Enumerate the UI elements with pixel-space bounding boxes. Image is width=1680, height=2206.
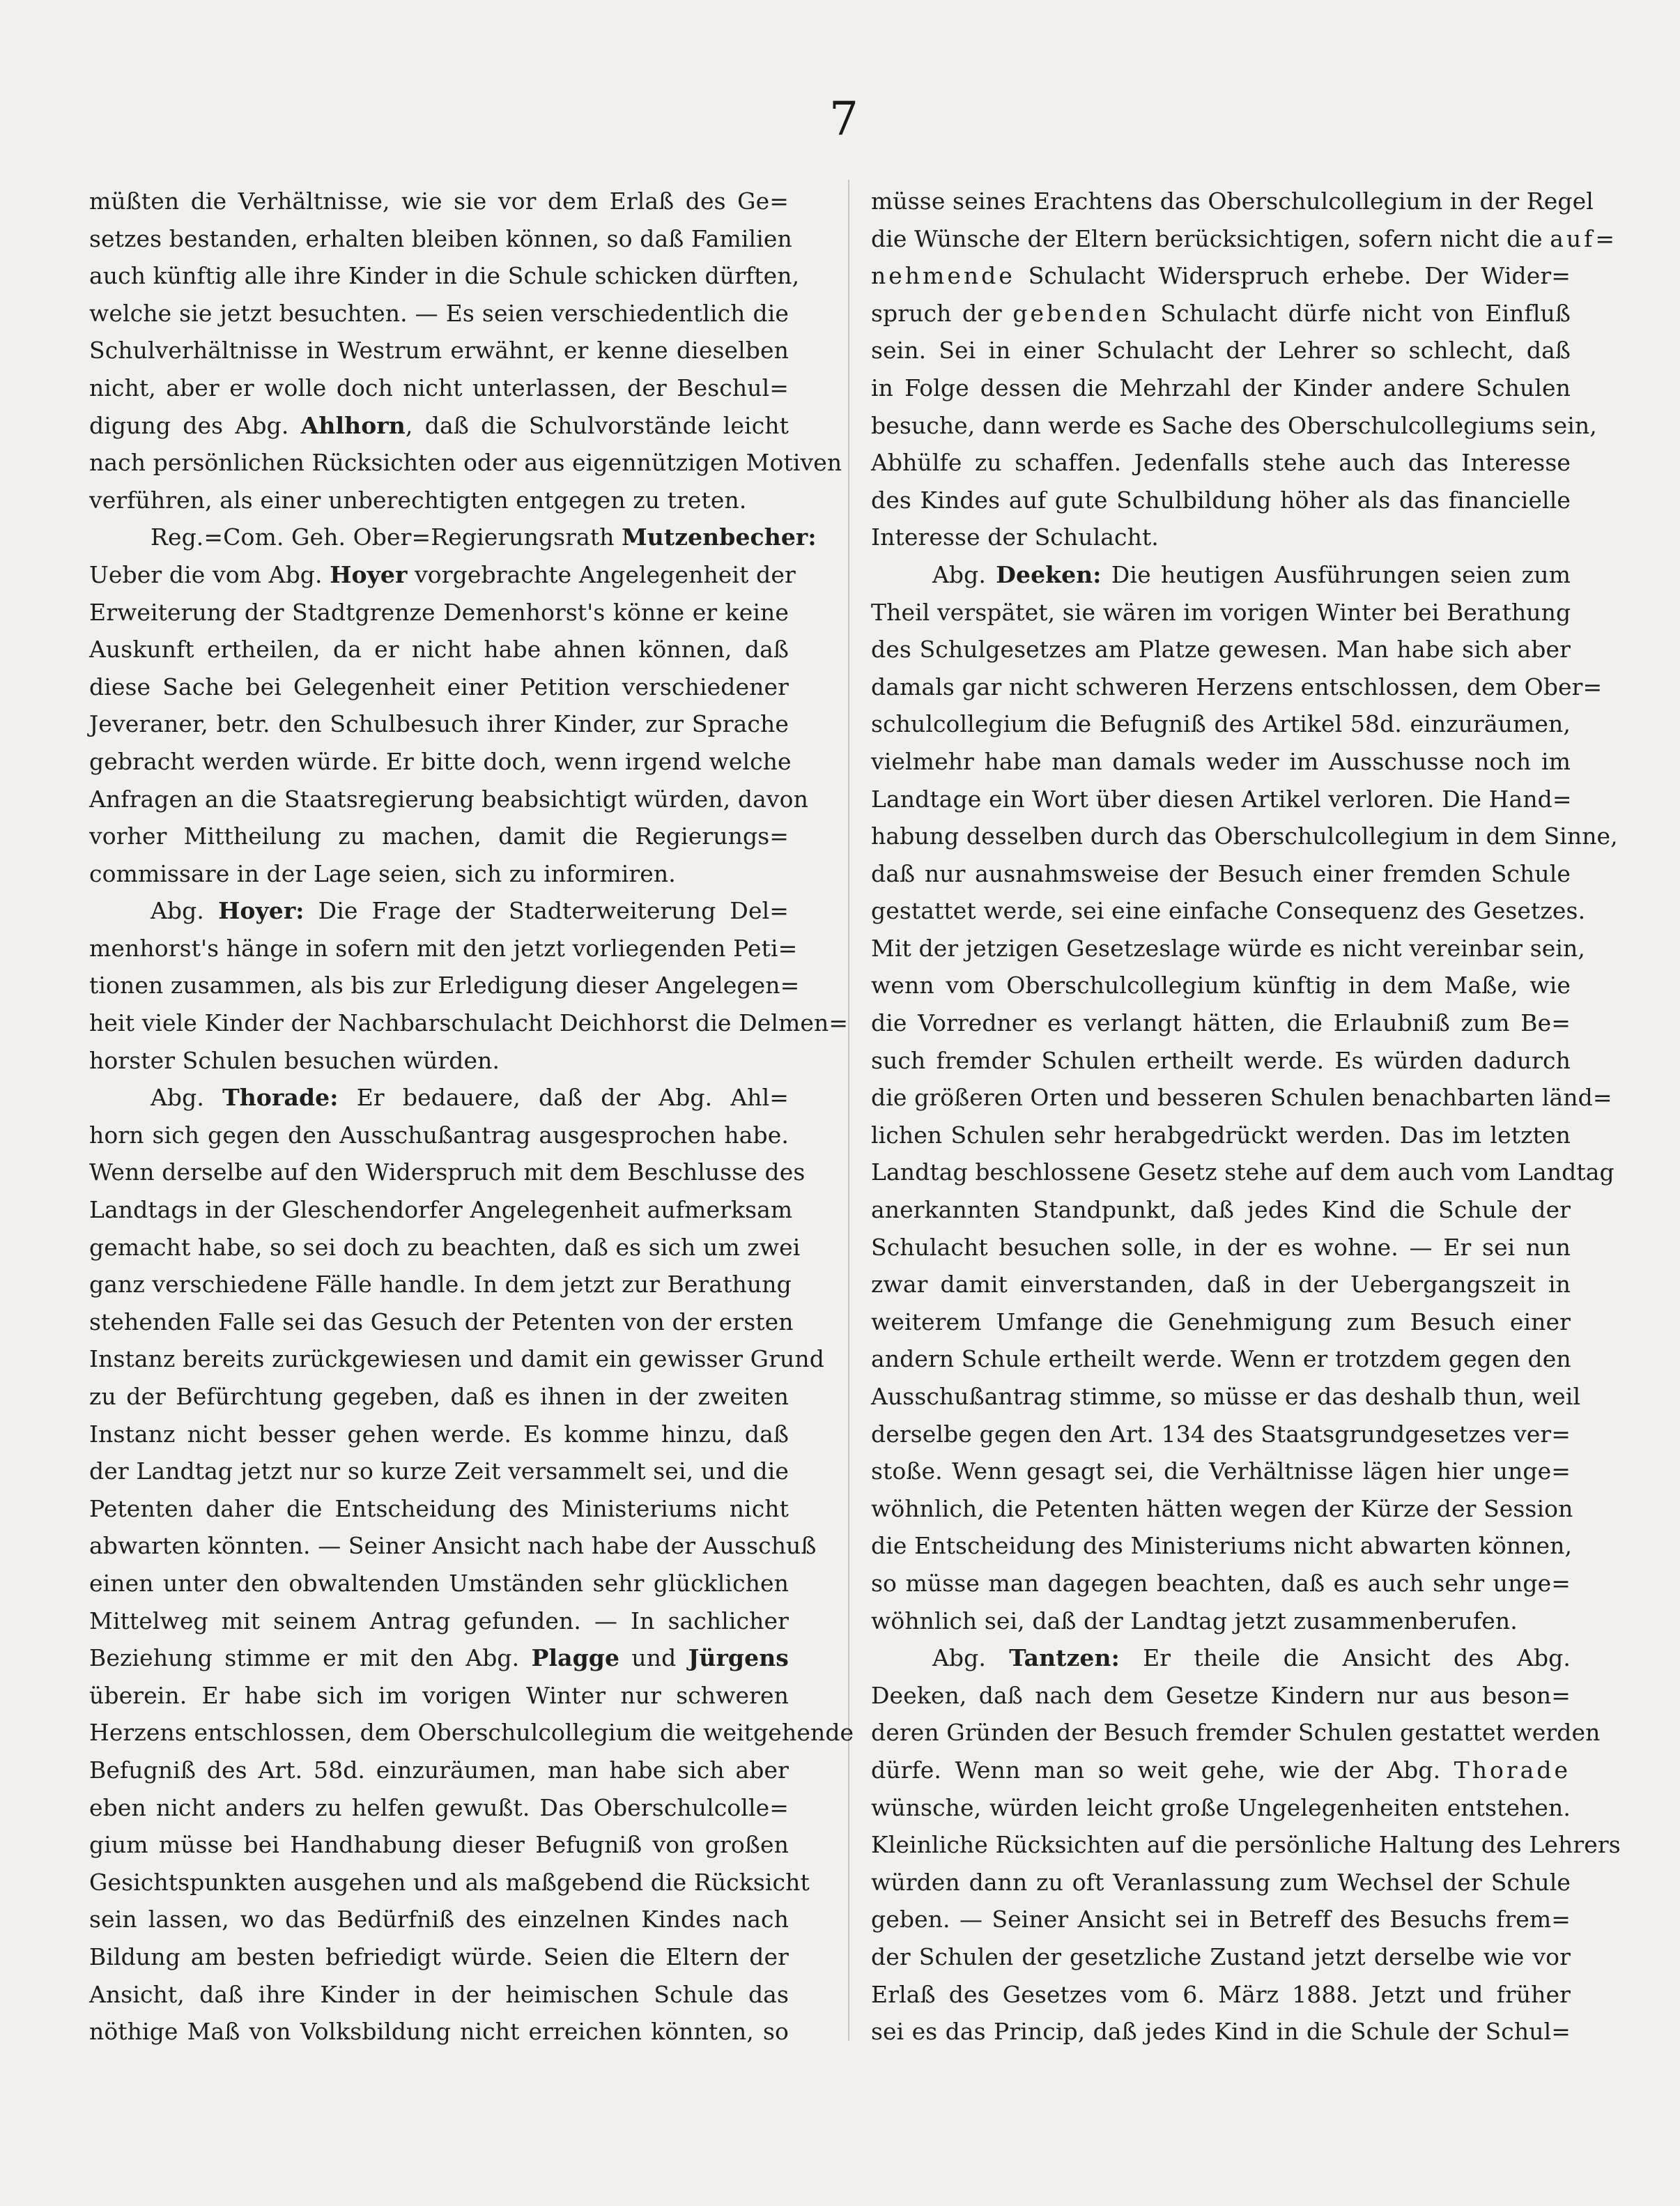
text-line [871,332,1571,369]
text-segment: sein. Sei in einer Schulacht der Lehrer so schlecht, daß [871,337,1571,365]
emphasized-text: auf= [1550,224,1617,252]
text-segment: Deeken, daß nach dem Gesetze Kindern nur aus beson= [871,1681,1571,1709]
text-segment: die Vorredner es verlangt hätten, die Erlaubniß zum Be= [871,1009,1571,1037]
text-segment: such fremder Schulen ertheilt werde. Es würden dadurch [871,1046,1571,1074]
text-line [871,668,1603,706]
text-segment: deren Gründen der Besuch fremder Schulen gestattet werden [871,1719,1601,1747]
text-segment: Petenten daher die Entscheidung des Ministeriums nicht [89,1494,789,1522]
text-line [871,1378,1581,1416]
text-segment: schulcollegium die Befugniß des Artikel 58d. einzuräumen, [871,710,1571,738]
text-segment: horster Schulen besuchen würden. [89,1046,500,1074]
text-line [89,332,789,369]
text-line [871,407,1597,445]
text-line [871,1938,1571,1976]
text-segment: Wenn derselbe auf den Widerspruch mit dem Beschlusse des [89,1158,806,1186]
text-segment: stoße. Wenn gesagt sei, die Verhältnisse lägen hier unge= [871,1457,1571,1485]
text-segment: vorgebrachte Angelegenheit der [407,560,796,588]
text-line [89,1677,789,1715]
text-segment: Erlaß des Gesetzes vom 6. März 1888. Jetzt und früher [871,1980,1571,2008]
text-line [871,1527,1571,1565]
text-line [89,781,808,818]
text-segment: der Schulen der gesetzliche Zustand jetzt derselbe wie vor [871,1943,1571,1970]
text-line [871,257,1571,295]
text-line [871,1079,1612,1117]
text-segment: Gesichtspunkten ausgehen und als maßgebend die Rücksicht [89,1868,810,1896]
text-segment: vorher Mittheilung zu machen, damit die Regierungs= [89,822,789,850]
text-segment: abwarten könnten. — Seiner Ansicht nach habe der Ausschuß [89,1532,817,1560]
text-line [89,1079,789,1117]
text-segment: setzes bestanden, erhalten bleiben können, so daß Familien [89,224,792,252]
text-segment: Landtag beschlossene Gesetz stehe auf dem auch vom Landtag [871,1158,1615,1186]
text-segment: zwar damit einverstanden, daß in der Uebergangszeit in [871,1271,1571,1299]
text-line [89,818,789,855]
text-segment: diese Sache bei Gelegenheit einer Petition verschiedener [89,673,789,700]
text-line [89,1229,801,1266]
text-line [871,743,1571,781]
text-segment: in Folge dessen die Mehrzahl der Kinder andere Schulen [871,374,1571,401]
text-segment: des Kindes auf gute Schulbildung höher als das financielle [871,486,1571,514]
text-line [89,257,800,295]
text-segment: Jeveraner, betr. den Schulbesuch ihrer Kinder, zur Sprache [89,710,789,738]
text-segment: überein. Er habe sich im vorigen Winter nur schweren [89,1681,789,1709]
text-line [871,892,1586,930]
text-line [871,1042,1571,1080]
text-segment: die größeren Orten und besseren Schulen benachbarten länd= [871,1084,1612,1112]
text-segment: nicht, aber er wolle doch nicht unterlassen, der Beschul= [89,374,789,401]
text-segment: Er bedauere, daß der Abg. Ahl= [338,1084,789,1112]
text-segment: zu der Befürchtung gegeben, daß es ihnen in der zweiten [89,1383,789,1410]
text-segment: stehenden Falle sei das Gesuch der Petenten von der ersten [89,1308,794,1335]
text-segment: des Schulgesetzes am Platze gewesen. Man habe sich aber [871,636,1571,664]
text-segment: Abg. [151,1084,223,1112]
text-segment: wöhnlich sei, daß der Landtag jetzt zusammenberufen. [871,1607,1518,1634]
text-line [89,1639,789,1677]
text-segment: wenn vom Oberschulcollegium künftig in dem Maße, wie [871,972,1571,999]
text-line [89,183,789,220]
text-segment: der Landtag jetzt nur so kurze Zeit versammelt sei, und die [89,1457,789,1485]
text-segment: Interesse der Schulacht. [871,523,1159,551]
text-line [871,1789,1571,1827]
text-segment: , daß die Schulvorstände leicht [405,411,789,439]
text-segment: wünsche, würden leicht große Ungelegenheiten entstehen. [871,1793,1571,1821]
text-segment: Mit der jetzigen Gesetzeslage würde es nicht vereinbar sein, [871,934,1585,962]
text-line [89,1340,824,1378]
text-line [871,1752,1571,1789]
speaker-name: Hoyer [330,560,408,588]
text-line [89,1789,789,1827]
text-line [89,220,792,258]
text-segment: Er theile die Ansicht des Abg. [1119,1644,1571,1672]
text-line [89,1154,806,1191]
text-segment: Anfragen an die Staatsregierung beabsichtigt würden, davon [89,785,808,813]
text-line [89,1976,789,2014]
text-line [89,1416,789,1453]
text-line [89,967,800,1004]
text-line [871,1677,1571,1715]
text-line [89,1527,817,1565]
text-segment: Ausschußantrag stimme, so müsse er das deshalb thun, weil [871,1383,1581,1410]
text-segment: Schulverhältnisse in Westrum erwähnt, er kenne dieselben [89,337,789,365]
text-line [871,1340,1571,1378]
text-segment: welche sie jetzt besuchten. — Es seien verschiedentlich die [89,299,789,327]
text-segment: Landtags in der Gleschendorfer Angelegenheit aufmerksam [89,1196,793,1224]
text-line [871,369,1571,407]
text-line [871,556,1571,594]
text-segment: Die Frage der Stadterweiterung Del= [304,897,789,925]
text-segment: commissare in der Lage seien, sich zu informiren. [89,859,676,887]
text-line [871,1191,1571,1229]
text-line [871,2013,1571,2051]
text-segment: gestattet werde, sei eine einfache Consequenz des Gesetzes. [871,897,1586,925]
speaker-name: Thorade: [222,1084,339,1112]
text-line [89,1602,789,1640]
text-segment: eben nicht anders zu helfen gewußt. Das Oberschulcolle= [89,1793,789,1821]
text-segment: Instanz bereits zurückgewiesen und damit ein gewisser Grund [89,1345,824,1373]
text-line [871,1416,1571,1453]
text-segment: andern Schule ertheilt werde. Wenn er trotzdem gegen den [871,1345,1571,1373]
text-segment: Abg. [151,897,219,925]
text-segment: die Wünsche der Eltern berücksichtigen, sofern nicht die [871,224,1550,252]
text-segment: wöhnlich, die Petenten hätten wegen der Kürze der Session [871,1494,1573,1522]
text-line [89,631,789,668]
speaker-name: Hoyer: [218,897,305,925]
text-line [871,519,1571,556]
text-segment: damals gar nicht schweren Herzens entschlossen, dem Ober= [871,673,1603,700]
text-segment: gemacht habe, so sei doch zu beachten, daß es sich um zwei [89,1233,801,1261]
emphasized-text: nehmende [871,262,1015,290]
text-segment: menhorst's hänge in sofern mit den jetzt vorliegenden Peti= [89,934,798,962]
text-segment: Schulacht besuchen solle, in der es wohne. — Er sei nun [871,1233,1571,1261]
text-segment: Auskunft ertheilen, da er nicht habe ahnen können, daß [89,636,789,664]
text-segment: sei es das Princip, daß jedes Kind in die Schule der Schul= [871,2018,1571,2046]
text-line [89,1864,810,1901]
text-line [871,1303,1571,1341]
speaker-name: Deeken: [996,560,1102,588]
text-line [89,1266,792,1303]
text-line [89,1565,789,1602]
text-line [871,482,1571,519]
text-segment: habung desselben durch das Oberschulcollegium in dem Sinne, [871,822,1618,850]
left-column [89,183,854,2051]
text-segment: Ansicht, daß ihre Kinder in der heimischen Schule das [89,1980,789,2008]
text-segment: müßten die Verhältnisse, wie sie vor dem Erlaß des Ge= [89,187,789,215]
text-segment: Abg. [932,1644,1010,1672]
text-segment: sein lassen, wo das Bedürfniß des einzelnen Kindes nach [89,1906,789,1933]
text-line [871,1864,1571,1901]
text-line [871,1901,1571,1938]
page-number: 7 [829,92,858,146]
text-line [89,556,796,594]
text-segment: Ueber die vom Abg. [89,560,330,588]
text-line [871,183,1594,220]
text-line [89,594,789,631]
text-segment: ganz verschiedene Fälle handle. In dem jetzt zur Berathung [89,1271,792,1299]
speaker-name: Tantzen: [1009,1644,1120,1672]
text-line [871,1117,1571,1154]
text-segment: Kleinliche Rücksichten auf die persönliche Haltung des Lehrers [871,1831,1621,1859]
text-line [871,220,1617,258]
text-line [871,1976,1571,2014]
text-line [89,1826,789,1864]
text-line [871,1565,1571,1602]
text-line [89,1117,789,1154]
text-segment: heit viele Kinder der Nachbarschulacht Deichhorst die Delmen= [89,1009,849,1037]
text-segment: Abg. [932,560,996,588]
text-segment: Reg.=Com. Geh. Ober=Regierungsrath [151,523,622,551]
text-segment: derselbe gegen den Art. 134 des Staatsgrundgesetzes ver= [871,1420,1571,1448]
text-segment: müsse seines Erachtens das Oberschulcollegium in der Regel [871,187,1594,215]
text-line [871,295,1571,332]
text-line [871,444,1571,482]
text-line [89,892,789,930]
text-segment: Beziehung stimme er mit den Abg. [89,1644,532,1672]
text-segment: gium müsse bei Handhabung dieser Befugniß von großen [89,1831,789,1859]
text-segment: gebracht werden würde. Er bitte doch, wenn irgend welche [89,747,792,775]
text-segment: so müsse man dagegen beachten, daß es auch sehr unge= [871,1569,1571,1597]
text-line [871,855,1571,893]
text-line [89,444,842,482]
text-segment: Theil verspätet, sie wären im vorigen Winter bei Berathung [871,598,1571,626]
text-segment: besuche, dann werde es Sache des Oberschulcollegiums sein, [871,411,1597,439]
text-segment: spruch der [871,299,1013,327]
right-column [871,183,1621,2051]
text-line [89,1453,789,1490]
text-segment: auch künftig alle ihre Kinder in die Schule schicken dürften, [89,262,800,290]
text-line [89,930,798,967]
text-segment: Bildung am besten befriedigt würde. Seien die Eltern der [89,1943,789,1970]
text-segment: nach persönlichen Rücksichten oder aus eigennützigen Motiven [89,449,842,477]
text-line [89,743,792,781]
text-line [89,705,789,743]
text-line [89,668,789,706]
text-line [89,407,789,445]
text-segment: Schulacht dürfe nicht von Einfluß [1149,299,1571,327]
text-segment: digung des Abg. [89,411,301,439]
text-line [871,705,1571,743]
text-segment: lichen Schulen sehr herabgedrückt werden. Das im letzten [871,1121,1571,1149]
text-segment: Herzens entschlossen, dem Oberschulcollegium die weitgehende [89,1719,854,1747]
text-segment: Die heutigen Ausführungen seien zum [1101,560,1571,588]
text-line [89,2013,789,2051]
text-line [871,1229,1571,1266]
text-segment: und [619,1644,688,1672]
text-segment: Befugniß des Art. 58d. einzuräumen, man habe sich aber [89,1756,789,1784]
text-line [871,1639,1571,1677]
emphasized-text: gebenden [1012,299,1150,327]
text-segment: tionen zusammen, als bis zur Erledigung dieser Angelegen= [89,972,800,999]
text-segment: würden dann zu oft Veranlassung zum Wechsel der Schule [871,1868,1571,1896]
text-line [871,967,1571,1004]
text-segment: anerkannten Standpunkt, daß jedes Kind die Schule der [871,1196,1571,1224]
text-line [871,1453,1571,1490]
text-line [89,1004,849,1042]
text-line [89,1042,789,1080]
text-line [89,295,789,332]
speaker-name: Ahlhorn [300,411,406,439]
text-line [89,1490,789,1528]
text-segment: nöthige Maß von Volksbildung nicht erreichen könnten, so [89,2018,789,2046]
text-segment: einen unter den obwaltenden Umständen sehr glücklichen [89,1569,789,1597]
text-line [871,818,1618,855]
text-segment: die Entscheidung des Ministeriums nicht abwarten können, [871,1532,1573,1560]
text-segment: vielmehr habe man damals weder im Ausschusse noch im [871,747,1571,775]
text-line [871,1602,1571,1640]
text-line [89,1303,794,1341]
text-segment: Abhülfe zu schaffen. Jedenfalls stehe auch das Interesse [871,449,1571,477]
text-line [871,631,1571,668]
text-line [89,482,789,519]
text-line [89,1714,854,1752]
text-line [871,1490,1571,1528]
speaker-name: Jürgens [688,1644,789,1672]
emphasized-text: Thorade [1454,1756,1571,1784]
text-line [871,930,1585,967]
text-line [89,1191,793,1229]
text-line [871,594,1571,631]
text-segment: Instanz nicht besser gehen werde. Es komme hinzu, daß [89,1420,789,1448]
text-line [89,855,789,893]
text-segment: horn sich gegen den Ausschußantrag ausgesprochen habe. [89,1121,789,1149]
text-line [871,781,1571,818]
text-segment: Mittelweg mit seinem Antrag gefunden. — In sachlicher [89,1607,789,1634]
text-line [871,1826,1621,1864]
text-segment: verführen, als einer unberechtigten entgegen zu treten. [89,486,747,514]
text-line [871,1266,1571,1303]
text-line [89,519,817,556]
text-line [89,1901,789,1938]
text-segment: daß nur ausnahmsweise der Besuch einer fremden Schule [871,859,1571,887]
text-line [89,369,789,407]
text-line [871,1004,1571,1042]
text-line [89,1378,789,1416]
text-segment: Landtage ein Wort über diesen Artikel verloren. Die Hand= [871,785,1572,813]
speaker-name: Mutzenbecher: [622,523,817,551]
text-segment: weiterem Umfange die Genehmigung zum Besuch einer [871,1308,1571,1335]
text-segment: geben. — Seiner Ansicht sei in Betreff des Besuchs frem= [871,1906,1571,1933]
column-divider [848,180,849,2041]
text-line [89,1752,789,1789]
text-segment: dürfe. Wenn man so weit gehe, wie der Abg. [871,1756,1454,1784]
speaker-name: Plagge [531,1644,620,1672]
text-line [89,1938,789,1976]
text-segment: Erweiterung der Stadtgrenze Demenhorst's könne er keine [89,598,789,626]
text-line [871,1714,1601,1752]
text-segment: Schulacht Widerspruch erhebe. Der Wider= [1015,262,1571,290]
text-line [871,1154,1615,1191]
